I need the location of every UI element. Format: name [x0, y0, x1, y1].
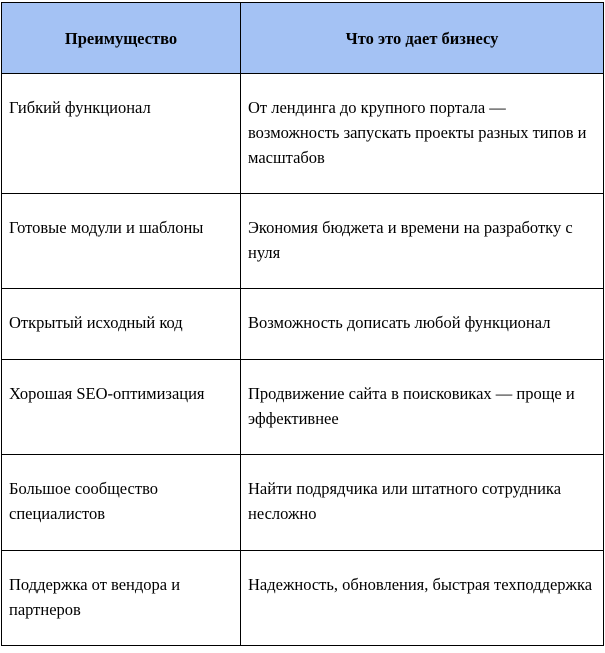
benefit-cell — [241, 360, 604, 455]
advantage-cell — [2, 289, 241, 360]
benefit-text: От лендинга до крупного портала — возможность запускать проекты разных типов и масштабов — [248, 98, 587, 167]
benefit-text: Возможность дописать любой функционал — [248, 313, 551, 332]
benefit-cell — [241, 551, 604, 646]
advantage-cell — [2, 74, 241, 194]
advantage-text: Гибкий функционал — [9, 98, 151, 117]
advantage-cell — [2, 455, 241, 551]
advantage-text: Готовые модули и шаблоны — [9, 218, 204, 237]
benefit-text: Надежность, обновления, быстрая техподдержка — [248, 575, 593, 594]
table-row — [2, 551, 604, 646]
advantage-text: Поддержка от вендора и партнеров — [9, 575, 181, 619]
table-row — [2, 194, 604, 289]
benefit-cell — [241, 455, 604, 551]
advantages-table — [1, 2, 604, 646]
advantage-cell — [2, 360, 241, 455]
advantage-cell — [2, 194, 241, 289]
table-row — [2, 455, 604, 551]
benefit-text: Найти подрядчика или штатного сотрудника несложно — [248, 479, 562, 523]
advantage-text: Открытый исходный код — [9, 313, 183, 332]
header-advantage: Преимущество — [2, 3, 241, 74]
benefit-text: Продвижение сайта в поисковиках — проще и эффективнее — [248, 384, 575, 428]
advantage-cell — [2, 551, 241, 646]
table-header-row — [2, 3, 604, 74]
benefit-cell — [241, 74, 604, 194]
benefit-cell — [241, 289, 604, 360]
table-row — [2, 360, 604, 455]
benefit-text: Экономия бюджета и времени на разработку с нуля — [248, 218, 573, 262]
table-row — [2, 289, 604, 360]
header-business-benefit: Что это дает бизнесу — [241, 3, 604, 74]
benefit-cell — [241, 194, 604, 289]
table-row — [2, 74, 604, 194]
advantage-text: Большое сообщество специалистов — [9, 479, 158, 523]
advantage-text: Хорошая SEO-оптимизация — [9, 384, 205, 403]
